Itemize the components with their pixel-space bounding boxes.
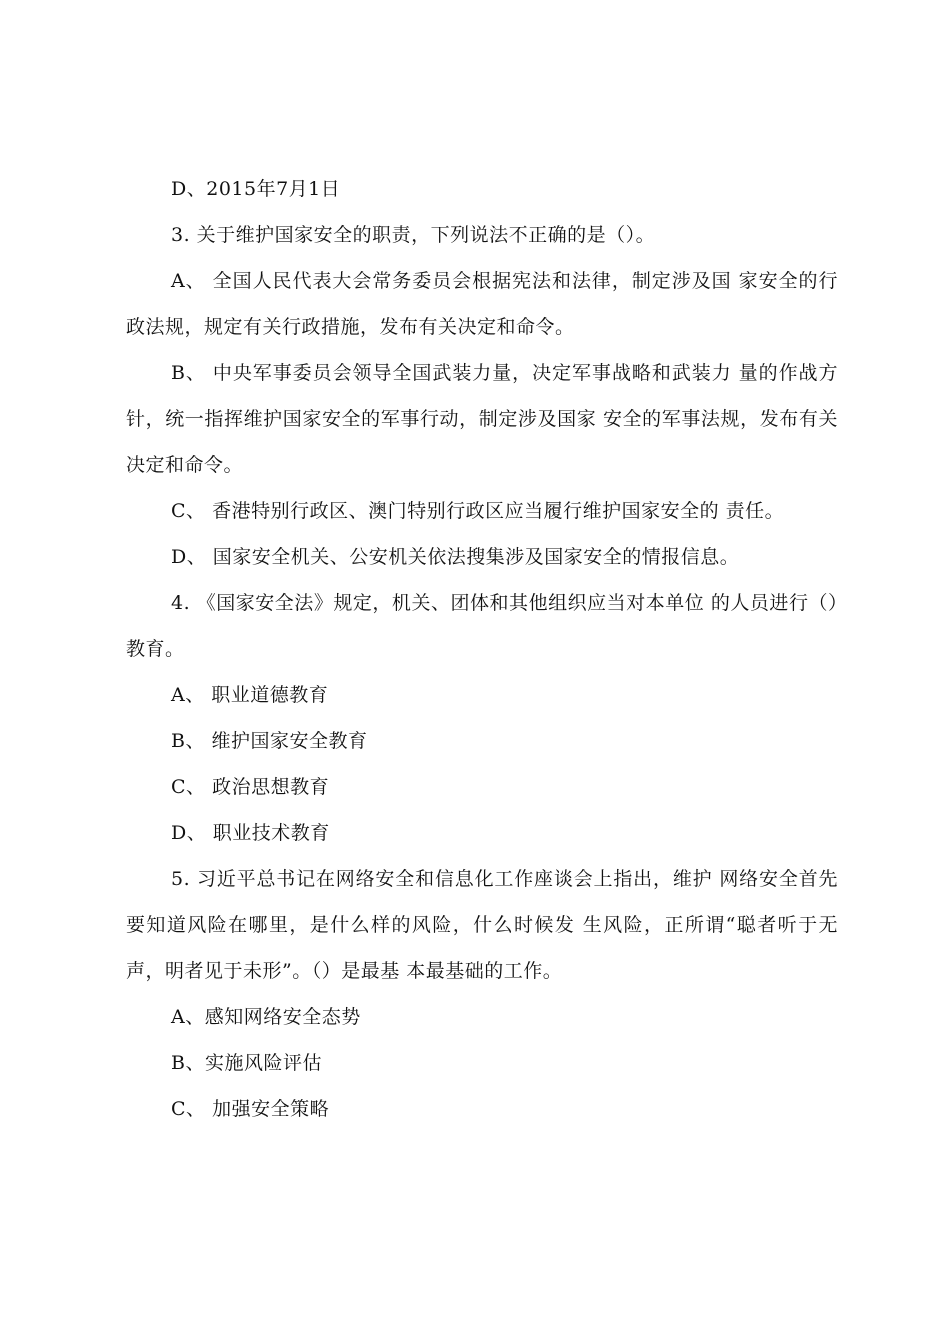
option-c-q4: C、 政治思想教育 — [171, 776, 330, 798]
question-3: 3. 关于维护国家安全的职责，下列说法不正确的是（）。 — [171, 224, 656, 246]
option-d-q4: D、 职业技术教育 — [171, 822, 330, 844]
option-a-q4: A、 职业道德教育 — [171, 684, 329, 706]
question-5: 5. 习近平总书记在网络安全和信息化工作座谈会上指出，维护 网络安全首先要知道风险在哪里，是什么样的风险，什么时候发 生风险，正所谓“聪者听于无声，明者见于未形”。（）是最基 本最基础的工作。 — [126, 868, 838, 982]
option-a-q3: A、 全国人民代表大会常务委员会根据宪法和法律，制定涉及国 家安全的行政法规，规定有关行政措施，发布有关决定和命令。 — [126, 270, 838, 338]
option-d-q2: D、2015年7月1日 — [171, 178, 341, 200]
document-body — [126, 166, 838, 1132]
option-a-q5: A、感知网络安全态势 — [171, 1006, 361, 1028]
option-b-q4: B、 维护国家安全教育 — [171, 730, 368, 752]
option-d-q3: D、 国家安全机关、公安机关依法搜集涉及国家安全的情报信息。 — [171, 546, 740, 568]
option-b-q3: B、 中央军事委员会领导全国武装力量，决定军事战略和武装力 量的作战方针，统一指挥维护国家安全的军事行动，制定涉及国家 安全的军事法规，发布有关决定和命令。 — [126, 362, 838, 476]
option-c-q5: C、 加强安全策略 — [171, 1098, 330, 1120]
option-c-q3: C、 香港特别行政区、澳门特别行政区应当履行维护国家安全的 责任。 — [171, 500, 785, 522]
option-b-q5: B、实施风险评估 — [171, 1052, 322, 1074]
question-4: 4. 《国家安全法》规定，机关、团体和其他组织应当对本单位 的人员进行（）教育。 — [126, 592, 838, 660]
